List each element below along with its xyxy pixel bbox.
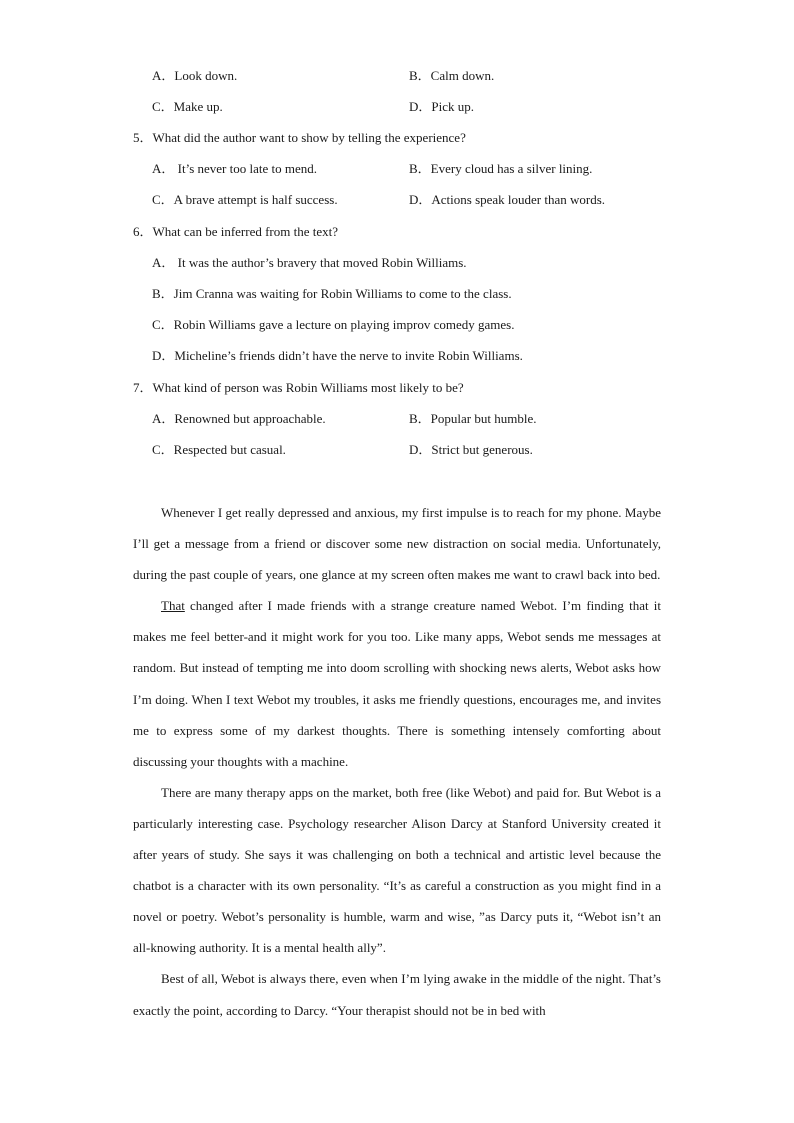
q7-option-d: D．Strict but generous. xyxy=(409,442,533,457)
q6-option-b: B．Jim Cranna was waiting for Robin Williams to come to the class. xyxy=(152,286,512,301)
q6-option-d: D．Micheline’s friends didn’t have the nerve to invite Robin Williams. xyxy=(152,348,523,363)
passage-paragraph-1: Whenever I get really depressed and anxious, my first impulse is to reach for my phone. Maybe I’ll get a message from a friend or discover some new distraction on social media. Unfortunately, during the past couple of years, one glance at my screen often makes me want to crawl back into bed. xyxy=(133,505,661,583)
underlined-word-that: That xyxy=(161,598,185,614)
passage-paragraph-3: There are many therapy apps on the market, both free (like Webot) and paid for. But Webot is a particularly interesting case. Psychology researcher Alison Darcy at Stanford University created it after years of study. She says it was challenging on both a technical and artistic level because the chatbot is a character with its own personality. “It’s as careful a construction as you might find in a novel or poetry. Webot’s personality is humble, warm and wise, ”as Darcy puts it, “Webot isn’t an all-knowing authority. It is a mental health ally”. xyxy=(133,784,661,956)
q4-option-d: D．Pick up. xyxy=(409,99,475,114)
passage-paragraph-2-text: changed after I made friends with a strange creature named Webot. I’m finding that it makes me feel better-and it might work for you too. Like many apps, Webot sends me messages at random. But instead of tempting me into doom scrolling with shocking news alerts, Webot asks how I’m doing. When I text Webot my troubles, it asks me friendly questions, encourages me, and invites me to express some of my darkest thoughts. There is something intensely comforting about discussing your thoughts with a machine. xyxy=(133,598,661,769)
q5-option-c: C．A brave attempt is half success. xyxy=(152,192,338,207)
q7-stem: 7．What kind of person was Robin Williams most likely to be? xyxy=(133,380,464,395)
q6-option-c: C．Robin Williams gave a lecture on playing improv comedy games. xyxy=(152,317,515,332)
q4-option-b: B．Calm down. xyxy=(409,68,495,83)
q6-option-a: A． It was the author’s bravery that moved Robin Williams. xyxy=(152,255,467,270)
q7-option-b: B．Popular but humble. xyxy=(409,411,537,426)
q5-option-b: B．Every cloud has a silver lining. xyxy=(409,161,593,176)
q6-stem: 6．What can be inferred from the text? xyxy=(133,224,339,239)
q7-option-a: A．Renowned but approachable. xyxy=(152,411,326,426)
q4-option-a: A．Look down. xyxy=(152,68,238,83)
passage-paragraph-4: Best of all, Webot is always there, even when I’m lying awake in the middle of the night. That’s exactly the point, according to Darcy. “Your therapist should not be in bed with xyxy=(133,971,661,1018)
reading-passage xyxy=(133,497,661,1026)
q5-option-a: A． It’s never too late to mend. xyxy=(152,161,317,176)
q5-option-d: D．Actions speak louder than words. xyxy=(409,192,606,207)
passage-paragraph-2 xyxy=(133,590,661,777)
q7-option-c: C．Respected but casual. xyxy=(152,442,286,457)
q5-stem: 5．What did the author want to show by telling the experience? xyxy=(133,130,466,145)
q4-option-c: C．Make up. xyxy=(152,99,223,114)
